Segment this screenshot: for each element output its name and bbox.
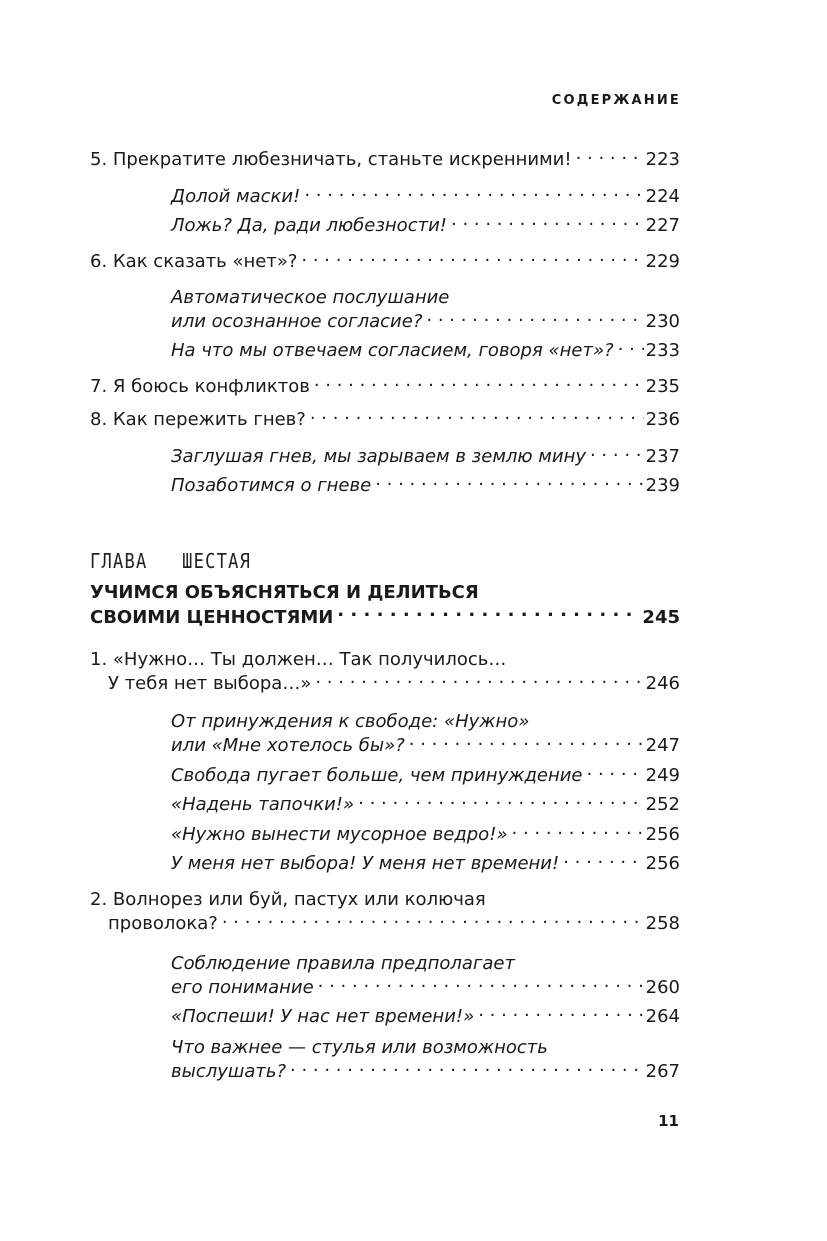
entry-title-line1: Соблюдение правила предполагает <box>171 953 515 974</box>
chapter-title-line1: УЧИМСЯ ОБЪЯСНЯТЬСЯ И ДЕЛИТЬСЯ <box>90 582 479 603</box>
leader-dots <box>333 605 640 623</box>
leader-dots <box>310 374 644 392</box>
leader-dots <box>218 911 644 929</box>
leader-dots <box>354 792 644 810</box>
entry-page: 230 <box>645 311 680 332</box>
toc-subentry[interactable] <box>171 286 680 333</box>
toc-subentry[interactable] <box>171 1036 680 1083</box>
entry-page: 227 <box>645 215 680 236</box>
toc-entry[interactable] <box>90 147 680 171</box>
entry-page: 249 <box>645 765 680 786</box>
leader-dots <box>371 473 643 491</box>
entry-title: «Надень тапочки!» <box>171 794 355 815</box>
running-head: СОДЕРЖАНИЕ <box>551 93 681 108</box>
entry-page: 236 <box>645 409 680 430</box>
toc-entry[interactable] <box>90 374 680 398</box>
entry-title: 6. Как сказать «нет»? <box>90 251 298 272</box>
entry-title: его понимание <box>171 977 314 998</box>
entry-title: «Нужно вынести мусорное ведро!» <box>171 824 508 845</box>
entry-page: 267 <box>645 1061 680 1082</box>
entry-title-line1: 2. Волнорез или буй, пастух или колючая <box>90 889 486 910</box>
leader-dots <box>297 249 643 267</box>
leader-dots <box>311 671 643 689</box>
toc-entry[interactable] <box>90 249 680 273</box>
leader-dots <box>405 733 644 751</box>
toc-subentry[interactable] <box>171 213 680 237</box>
entry-title: Заглушая гнев, мы зарываем в землю мину <box>171 446 586 467</box>
entry-page: 235 <box>645 376 680 397</box>
entry-page: 258 <box>645 913 680 934</box>
entry-page: 256 <box>645 853 680 874</box>
toc-subentry[interactable] <box>171 338 680 362</box>
entry-title: Свобода пугает больше, чем принуждение <box>171 765 583 786</box>
toc-subentry[interactable] <box>171 184 680 208</box>
entry-page: 246 <box>645 673 680 694</box>
entry-page: 233 <box>645 340 680 361</box>
leader-dots <box>474 1004 643 1022</box>
entry-title: 7. Я боюсь конфликтов <box>90 376 310 397</box>
entry-title-line1: От принуждения к свободе: «Нужно» <box>171 711 530 732</box>
leader-dots <box>559 851 643 869</box>
toc-subentry[interactable] <box>171 473 680 497</box>
entry-title: выслушать? <box>171 1061 287 1082</box>
entry-page: 264 <box>645 1006 680 1027</box>
entry-page: 237 <box>645 446 680 467</box>
chapter-page: 245 <box>642 607 680 628</box>
entry-title: На что мы отвечаем согласием, говоря «нет»? <box>171 340 614 361</box>
toc-subentry[interactable] <box>171 763 680 787</box>
leader-dots <box>300 184 643 202</box>
entry-title: Долой маски! <box>171 186 301 207</box>
entry-page: 247 <box>645 735 680 756</box>
chapter-label: ГЛАВА ШЕСТАЯ <box>90 549 252 573</box>
leader-dots <box>583 763 644 781</box>
leader-dots <box>572 147 644 165</box>
entry-title: «Поспеши! У нас нет времени!» <box>171 1006 475 1027</box>
entry-title: или «Мне хотелось бы»? <box>171 735 405 756</box>
entry-title: проволока? <box>108 913 218 934</box>
entry-title: Позаботимся о гневе <box>171 475 372 496</box>
leader-dots <box>314 975 644 993</box>
entry-title: Ложь? Да, ради любезности! <box>171 215 447 236</box>
toc-subentry[interactable] <box>171 851 680 875</box>
toc-subentry[interactable] <box>171 710 680 757</box>
entry-page: 224 <box>645 186 680 207</box>
entry-title: 8. Как пережить гнев? <box>90 409 306 430</box>
entry-title-line1: 1. «Нужно… Ты должен… Так получилось… <box>90 649 507 670</box>
toc-entry[interactable] <box>90 888 680 935</box>
toc-subentry[interactable] <box>171 952 680 999</box>
entry-page: 260 <box>645 977 680 998</box>
toc-entry[interactable] <box>90 648 680 695</box>
entry-title-line1: Что важнее — стулья или возможность <box>171 1037 548 1058</box>
toc-subentry[interactable] <box>171 444 680 468</box>
toc-subentry[interactable] <box>171 1004 680 1028</box>
page-number: 11 <box>658 1112 679 1130</box>
entry-title-line1: Автоматическое послушание <box>171 287 450 308</box>
entry-title: У меня нет выбора! У меня нет времени! <box>171 853 560 874</box>
entry-page: 239 <box>645 475 680 496</box>
chapter-title[interactable] <box>90 580 680 630</box>
leader-dots <box>508 822 644 840</box>
entry-page: 256 <box>645 824 680 845</box>
entry-page: 252 <box>645 794 680 815</box>
toc-entry[interactable] <box>90 407 680 431</box>
leader-dots <box>306 407 644 425</box>
entry-title: или осознанное согласие? <box>171 311 423 332</box>
leader-dots <box>447 213 644 231</box>
entry-title: У тебя нет выбора…» <box>108 673 312 694</box>
leader-dots <box>422 309 643 327</box>
leader-dots <box>614 338 644 356</box>
chapter-title-line2: СВОИМИ ЦЕННОСТЯМИ <box>90 607 334 628</box>
entry-page: 229 <box>645 251 680 272</box>
leader-dots <box>586 444 644 462</box>
entry-page: 223 <box>645 149 680 170</box>
toc-subentry[interactable] <box>171 822 680 846</box>
leader-dots <box>286 1059 644 1077</box>
toc-subentry[interactable] <box>171 792 680 816</box>
entry-title: 5. Прекратите любезничать, станьте искренними! <box>90 149 572 170</box>
